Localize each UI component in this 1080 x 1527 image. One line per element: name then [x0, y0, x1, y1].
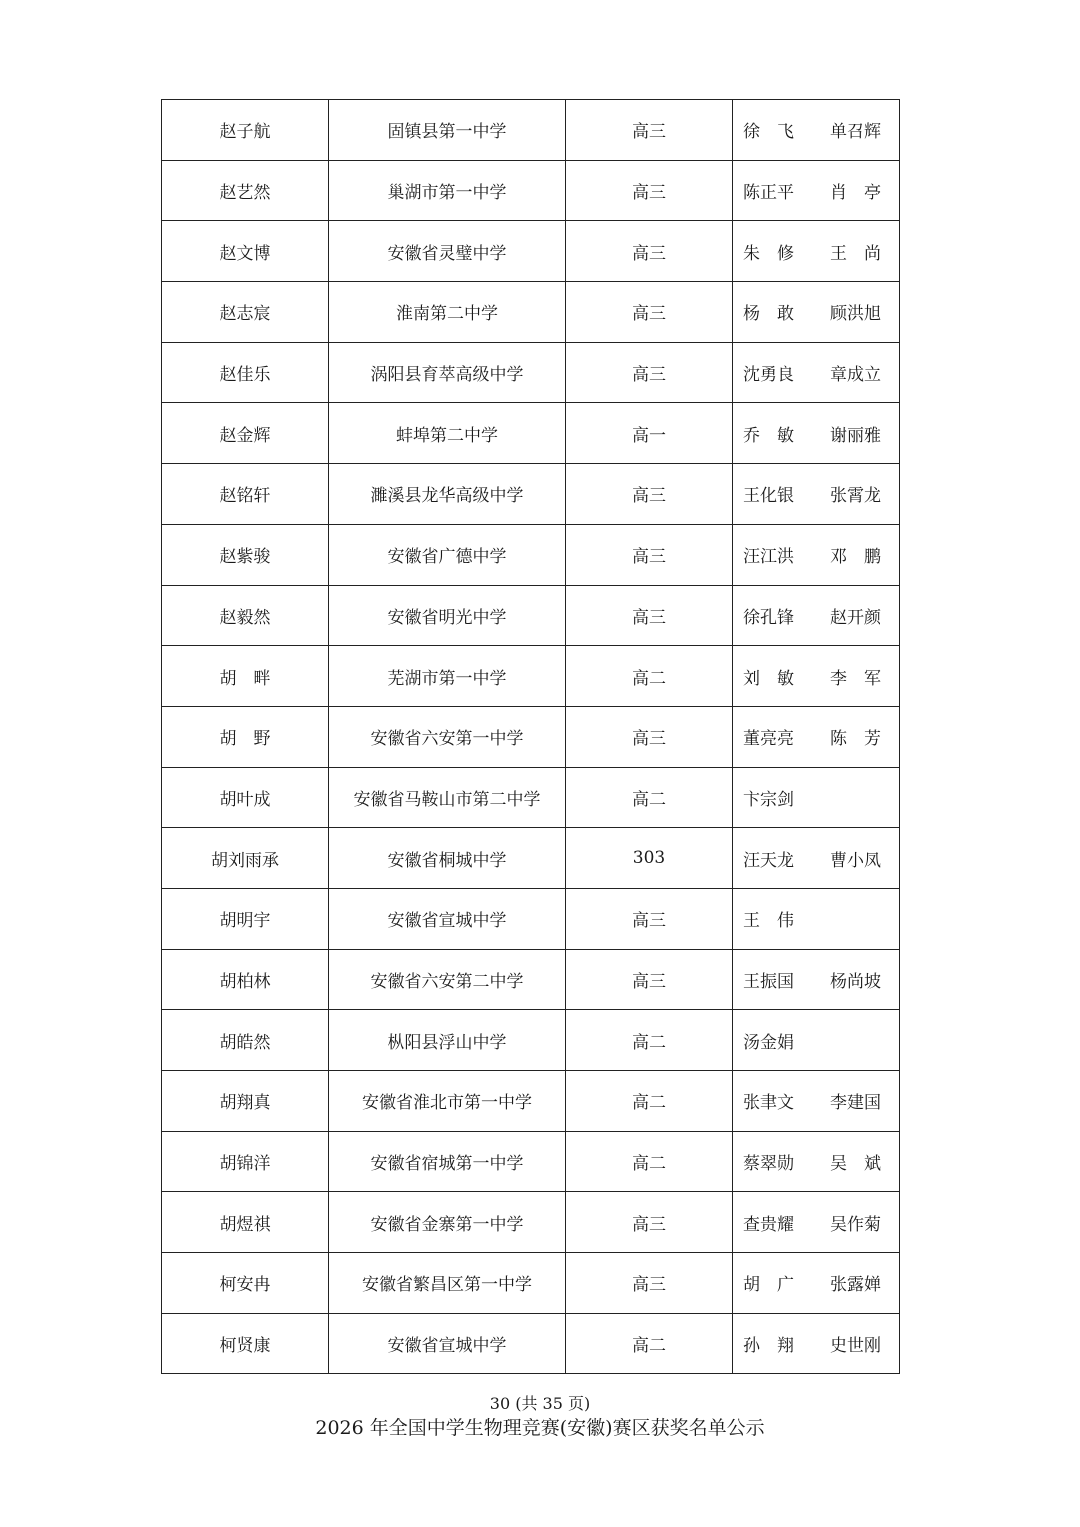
- school-cell: 安徽省明光中学: [329, 585, 566, 646]
- teachers-group: [743, 360, 881, 385]
- grade-cell: 高三: [566, 585, 733, 646]
- grade-cell: 高三: [566, 160, 733, 221]
- teacher-primary: 汤金娟: [743, 1032, 794, 1053]
- document-title: 2026 年全国中学生物理竞赛(安徽)赛区获奖名单公示: [315, 1417, 765, 1439]
- grade-cell: 高三: [566, 1192, 733, 1253]
- teachers-cell: [733, 828, 900, 889]
- teacher-primary: 徐孔锋: [743, 607, 794, 628]
- teachers-group: [743, 967, 881, 992]
- teacher-primary: 蔡翠勋: [743, 1154, 794, 1175]
- teacher-secondary: 单召辉: [830, 122, 881, 143]
- teachers-cell: [733, 524, 900, 585]
- grade-cell: 高三: [566, 706, 733, 767]
- teacher-primary: 卞宗剑: [743, 789, 794, 810]
- table-row: [162, 1131, 900, 1192]
- teacher-secondary: 张露婵: [830, 1275, 881, 1296]
- teacher-primary: 陈正平: [743, 183, 794, 204]
- student-name-cell: 赵紫骏: [162, 524, 329, 585]
- teachers-cell: [733, 1071, 900, 1132]
- grade-cell: 高二: [566, 1010, 733, 1071]
- school-cell: 安徽省灵璧中学: [329, 221, 566, 282]
- teachers-cell: [733, 585, 900, 646]
- table-row: [162, 1010, 900, 1071]
- teacher-secondary: 史世刚: [830, 1336, 881, 1357]
- teacher-secondary: 张霄龙: [830, 486, 881, 507]
- teacher-primary: 王振国: [743, 971, 794, 992]
- grade-cell: 高三: [566, 524, 733, 585]
- teachers-group: [743, 724, 881, 749]
- teacher-primary: 胡 广: [743, 1275, 794, 1296]
- teachers-cell: [733, 464, 900, 525]
- teacher-secondary: 陈 芳: [830, 729, 881, 750]
- teachers-group: [743, 1088, 881, 1113]
- teachers-cell: [733, 646, 900, 707]
- teacher-primary: 沈勇良: [743, 365, 794, 386]
- teachers-group: [743, 846, 881, 871]
- table-row: [162, 160, 900, 221]
- grade-cell: 高二: [566, 646, 733, 707]
- school-cell: 安徽省六安第一中学: [329, 706, 566, 767]
- awards-table: [161, 99, 900, 1374]
- student-name-cell: 胡翔真: [162, 1071, 329, 1132]
- student-name-cell: 胡柏林: [162, 949, 329, 1010]
- teacher-secondary: 杨尚坡: [830, 971, 881, 992]
- table-row: [162, 1253, 900, 1314]
- school-cell: 安徽省六安第二中学: [329, 949, 566, 1010]
- teachers-cell: [733, 100, 900, 161]
- teacher-primary: 孙 翔: [743, 1336, 794, 1357]
- teacher-primary: 刘 敏: [743, 668, 794, 689]
- student-name-cell: 赵毅然: [162, 585, 329, 646]
- grade-cell: 高三: [566, 949, 733, 1010]
- teacher-secondary: 谢丽雅: [830, 425, 881, 446]
- teachers-group: [743, 785, 881, 810]
- table-row: [162, 949, 900, 1010]
- page-number: 30 (共 35 页): [489, 1394, 591, 1413]
- teacher-secondary: 顾洪旭: [830, 304, 881, 325]
- grade-cell: 高三: [566, 221, 733, 282]
- school-cell: 安徽省金寨第一中学: [329, 1192, 566, 1253]
- student-name-cell: 胡叶成: [162, 767, 329, 828]
- school-cell: 安徽省淮北市第一中学: [329, 1071, 566, 1132]
- student-name-cell: 赵艺然: [162, 160, 329, 221]
- grade-cell: 高一: [566, 403, 733, 464]
- school-cell: 安徽省马鞍山市第二中学: [329, 767, 566, 828]
- teachers-cell: [733, 706, 900, 767]
- teachers-cell: [733, 403, 900, 464]
- teachers-group: [743, 1331, 881, 1356]
- student-name-cell: 胡明宇: [162, 888, 329, 949]
- school-cell: 蚌埠第二中学: [329, 403, 566, 464]
- teachers-cell: [733, 160, 900, 221]
- school-cell: 安徽省宣城中学: [329, 888, 566, 949]
- teachers-cell: [733, 282, 900, 343]
- teachers-cell: [733, 1192, 900, 1253]
- school-cell: 安徽省宿城第一中学: [329, 1131, 566, 1192]
- student-name-cell: 胡皓然: [162, 1010, 329, 1071]
- table-row: [162, 767, 900, 828]
- teachers-group: [743, 1210, 881, 1235]
- teachers-cell: [733, 1131, 900, 1192]
- teacher-primary: 董亮亮: [743, 729, 794, 750]
- table-row: [162, 1192, 900, 1253]
- school-cell: 安徽省宣城中学: [329, 1313, 566, 1374]
- school-cell: 安徽省繁昌区第一中学: [329, 1253, 566, 1314]
- table-body: [162, 100, 900, 1374]
- teacher-primary: 汪江洪: [743, 547, 794, 568]
- teachers-group: [743, 299, 881, 324]
- school-cell: 安徽省桐城中学: [329, 828, 566, 889]
- table-row: [162, 888, 900, 949]
- teacher-primary: 王化银: [743, 486, 794, 507]
- teacher-secondary: 赵开颜: [830, 607, 881, 628]
- teachers-group: [743, 542, 881, 567]
- student-name-cell: 胡 畔: [162, 646, 329, 707]
- table-row: [162, 1313, 900, 1374]
- school-cell: 安徽省广德中学: [329, 524, 566, 585]
- table-row: [162, 585, 900, 646]
- teachers-cell: [733, 1313, 900, 1374]
- student-name-cell: 柯安冉: [162, 1253, 329, 1314]
- teacher-secondary: 李建国: [830, 1093, 881, 1114]
- grade-cell: 高三: [566, 282, 733, 343]
- table-row: [162, 646, 900, 707]
- table-row: [162, 221, 900, 282]
- school-cell: 淮南第二中学: [329, 282, 566, 343]
- grade-cell: 高二: [566, 767, 733, 828]
- student-name-cell: 胡 野: [162, 706, 329, 767]
- grade-cell: 高二: [566, 1313, 733, 1374]
- teacher-primary: 张聿文: [743, 1093, 794, 1114]
- teacher-secondary: 邓 鹏: [830, 547, 881, 568]
- school-cell: 巢湖市第一中学: [329, 160, 566, 221]
- teacher-primary: 杨 敢: [743, 304, 794, 325]
- table-row: [162, 282, 900, 343]
- student-name-cell: 赵铭轩: [162, 464, 329, 525]
- teacher-primary: 乔 敏: [743, 425, 794, 446]
- teachers-cell: [733, 1010, 900, 1071]
- table-row: [162, 100, 900, 161]
- table-row: [162, 1071, 900, 1132]
- teacher-primary: 朱 修: [743, 243, 794, 264]
- teachers-cell: [733, 767, 900, 828]
- grade-cell: 高三: [566, 464, 733, 525]
- student-name-cell: 柯贤康: [162, 1313, 329, 1374]
- school-cell: 涡阳县育萃高级中学: [329, 342, 566, 403]
- teacher-primary: 汪天龙: [743, 850, 794, 871]
- teacher-primary: 徐 飞: [743, 122, 794, 143]
- student-name-cell: 胡锦洋: [162, 1131, 329, 1192]
- teachers-group: [743, 1149, 881, 1174]
- student-name-cell: 胡刘雨承: [162, 828, 329, 889]
- school-cell: 芜湖市第一中学: [329, 646, 566, 707]
- teachers-group: [743, 239, 881, 264]
- teacher-secondary: 吴 斌: [830, 1154, 881, 1175]
- teachers-group: [743, 603, 881, 628]
- student-name-cell: 赵子航: [162, 100, 329, 161]
- teachers-cell: [733, 949, 900, 1010]
- grade-cell: 高二: [566, 1131, 733, 1192]
- table-row: [162, 828, 900, 889]
- table-row: [162, 342, 900, 403]
- teachers-cell: [733, 342, 900, 403]
- teachers-group: [743, 906, 881, 931]
- teachers-group: [743, 1270, 881, 1295]
- teacher-secondary: 吴作菊: [830, 1214, 881, 1235]
- student-name-cell: 赵志宸: [162, 282, 329, 343]
- table-row: [162, 464, 900, 525]
- grade-cell: 高三: [566, 1253, 733, 1314]
- student-name-cell: 赵文博: [162, 221, 329, 282]
- teachers-group: [743, 481, 881, 506]
- teacher-secondary: 曹小凤: [830, 850, 881, 871]
- teachers-group: [743, 664, 881, 689]
- teachers-group: [743, 1028, 881, 1053]
- teacher-secondary: 李 军: [830, 668, 881, 689]
- teachers-group: [743, 117, 881, 142]
- teacher-primary: 王 伟: [743, 911, 794, 932]
- grade-cell: 高二: [566, 1071, 733, 1132]
- teachers-cell: [733, 1253, 900, 1314]
- teachers-cell: [733, 221, 900, 282]
- grade-cell: 303: [566, 828, 733, 889]
- table-row: [162, 403, 900, 464]
- table-row: [162, 524, 900, 585]
- student-name-cell: 赵金辉: [162, 403, 329, 464]
- student-name-cell: 赵佳乐: [162, 342, 329, 403]
- school-cell: 固镇县第一中学: [329, 100, 566, 161]
- grade-cell: 高三: [566, 100, 733, 161]
- school-cell: 濉溪县龙华高级中学: [329, 464, 566, 525]
- student-name-cell: 胡煜祺: [162, 1192, 329, 1253]
- grade-cell: 高三: [566, 888, 733, 949]
- teacher-primary: 查贵耀: [743, 1214, 794, 1235]
- teacher-secondary: 肖 亭: [830, 183, 881, 204]
- grade-cell: 高三: [566, 342, 733, 403]
- teachers-group: [743, 178, 881, 203]
- teachers-group: [743, 421, 881, 446]
- table-row: [162, 706, 900, 767]
- teacher-secondary: 章成立: [830, 365, 881, 386]
- school-cell: 枞阳县浮山中学: [329, 1010, 566, 1071]
- teachers-cell: [733, 888, 900, 949]
- teacher-secondary: 王 尚: [830, 243, 881, 264]
